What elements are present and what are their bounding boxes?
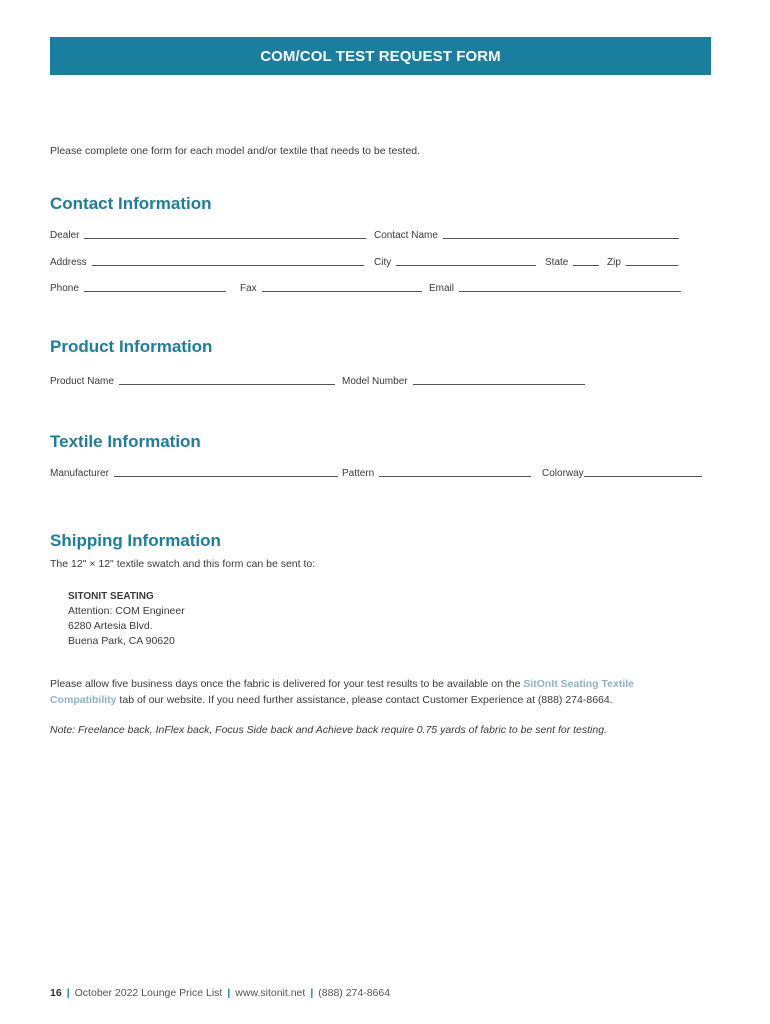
dealer-label: Dealer [50,230,80,241]
product-name-label: Product Name [50,376,114,387]
address-city: Buena Park, CA 90620 [68,635,175,647]
city-line[interactable] [396,265,536,266]
product-heading: Product Information [50,337,213,356]
zip-field[interactable] [607,257,678,268]
colorway-line[interactable] [584,476,702,477]
textile-heading: Textile Information [50,432,201,451]
city-field[interactable] [374,257,536,268]
contact-heading: Contact Information [50,194,212,213]
intro-text: Please complete one form for each model and/or textile that needs to be tested. [50,145,421,157]
page-footer [50,987,390,999]
shipping-heading: Shipping Information [50,531,221,550]
form-title: COM/COL TEST REQUEST FORM [260,47,501,65]
contact-name-field[interactable] [374,230,679,241]
model-number-label: Model Number [342,376,408,387]
address-label: Address [50,257,87,268]
page-number: 16 [50,987,62,999]
footer-separator: | [310,987,314,999]
pattern-label: Pattern [342,468,375,479]
footer-doc-title: October 2022 Lounge Price List [74,987,223,999]
zip-line[interactable] [626,265,678,266]
shipping-intro: The 12" × 12" textile swatch and this form can be sent to: [50,558,316,570]
fax-line[interactable] [262,291,422,292]
fax-field[interactable] [240,283,422,294]
textile-compatibility-link[interactable]: SitOnIt Seating Textile Compatibility [50,678,634,706]
footer-phone: (888) 274-8664 [318,987,391,999]
email-label: Email [429,283,455,294]
manufacturer-field[interactable] [50,468,338,479]
paragraph-text-2: tab of our website. If you need further assistance, please contact Customer Experience at (888) 274-8664. [116,694,613,706]
phone-line[interactable] [84,291,226,292]
address-company: SITONIT SEATING [68,591,154,602]
fabric-note: Note: Freelance back, InFlex back, Focus Side back and Achieve back require 0.75 yards of fabric to be sent for testing. [50,724,607,736]
pattern-field[interactable] [342,468,531,479]
email-field[interactable] [429,283,681,294]
product-name-line[interactable] [119,384,335,385]
fax-label: Fax [240,283,257,294]
phone-field[interactable] [50,283,226,294]
model-number-field[interactable] [342,376,585,387]
form-title-banner [50,37,711,75]
contact-name-line[interactable] [443,238,679,239]
shipping-address [68,589,185,649]
dealer-line[interactable] [84,238,366,239]
state-field[interactable] [545,257,599,268]
phone-label: Phone [50,283,79,294]
model-number-line[interactable] [413,384,585,385]
footer-separator: | [227,987,231,999]
results-paragraph [50,676,690,708]
address-attention: Attention: COM Engineer [68,605,185,617]
paragraph-text-1: Please allow five business days once the fabric is delivered for your test results to be available on the [50,678,524,690]
city-label: City [374,257,392,268]
product-name-field[interactable] [50,376,335,387]
footer-website[interactable]: www.sitonit.net [235,987,306,999]
contact-name-label: Contact Name [374,230,438,241]
email-line[interactable] [459,291,681,292]
zip-label: Zip [607,257,621,268]
dealer-field[interactable] [50,230,366,241]
address-line[interactable] [92,265,364,266]
manufacturer-label: Manufacturer [50,468,109,479]
state-line[interactable] [573,265,599,266]
manufacturer-line[interactable] [114,476,338,477]
pattern-line[interactable] [379,476,531,477]
colorway-label: Colorway [542,468,584,479]
state-label: State [545,257,569,268]
address-field[interactable] [50,257,364,268]
footer-separator: | [66,987,70,999]
address-street: 6280 Artesia Blvd. [68,620,153,632]
colorway-field[interactable] [542,468,702,479]
